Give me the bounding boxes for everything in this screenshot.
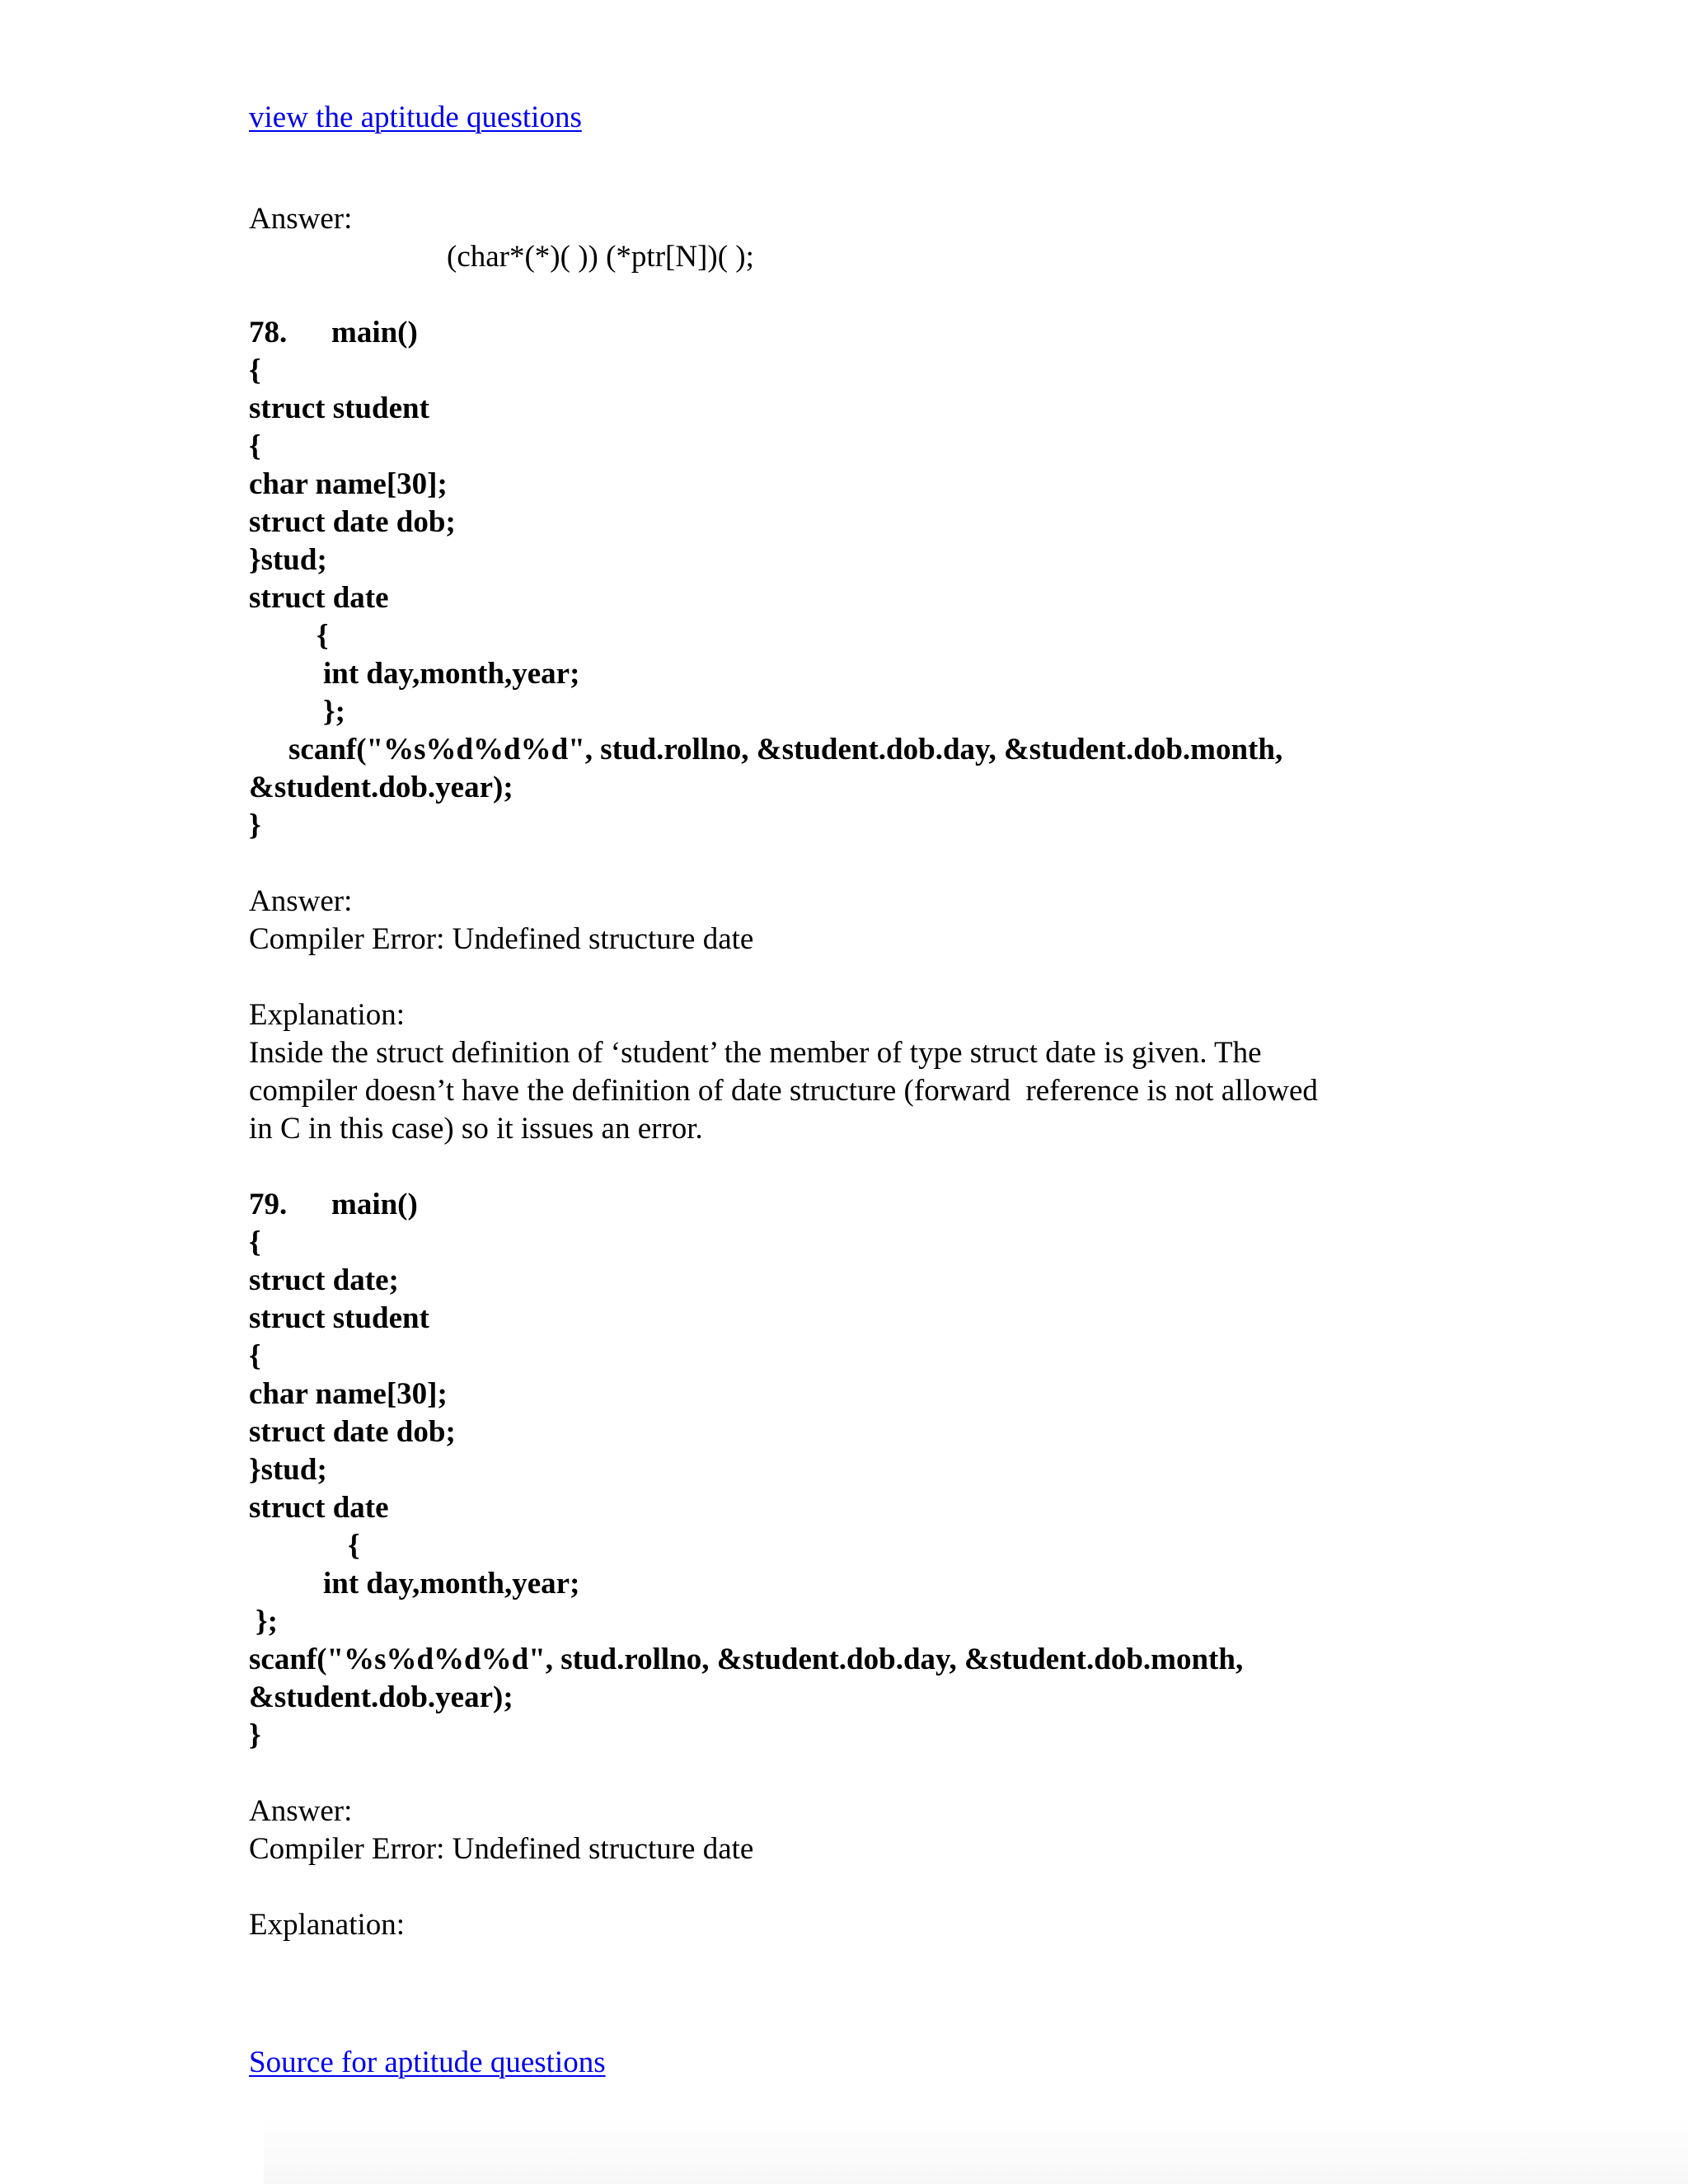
question-79-explanation-label: Explanation: <box>249 1908 406 1942</box>
code-line: struct student <box>249 391 429 425</box>
view-aptitude-questions-link[interactable]: view the aptitude questions <box>249 101 582 134</box>
code-line: main() <box>331 1188 418 1221</box>
code-line: } <box>249 1718 261 1752</box>
source-aptitude-questions-link[interactable]: Source for aptitude questions <box>249 2046 606 2079</box>
question-78-explanation-label: Explanation: <box>249 998 406 1032</box>
code-line: struct date dob; <box>249 505 456 539</box>
question-78-answer-text: Compiler Error: Undefined structure date <box>249 922 754 956</box>
question-78-explanation-line: Inside the struct definition of ‘student’ the member of type struct date is given. The <box>249 1036 1262 1070</box>
code-line: { <box>249 1339 261 1373</box>
code-line: char name[30]; <box>249 467 448 501</box>
code-line: scanf("%s%d%d%d", stud.rollno, &student.dob.day, &student.dob.month, <box>249 1643 1244 1676</box>
code-line: struct date; <box>249 1263 399 1297</box>
question-79-answer-text: Compiler Error: Undefined structure date <box>249 1832 754 1866</box>
code-line: { <box>249 354 261 387</box>
code-line: } <box>249 808 261 842</box>
code-line: main() <box>331 316 418 349</box>
code-line: &student.dob.year); <box>249 771 513 804</box>
code-line: { <box>249 1226 261 1259</box>
code-line: { <box>249 429 261 463</box>
question-79-answer-label: Answer: <box>249 1794 353 1828</box>
question-78-explanation-line: in C in this case) so it issues an error. <box>249 1112 703 1146</box>
question-78-explanation-line: compiler doesn’t have the definition of date structure (forward reference is not allowed <box>249 1074 1318 1108</box>
code-line: }stud; <box>249 1453 327 1487</box>
code-line: scanf("%s%d%d%d", stud.rollno, &student.dob.day, &student.dob.month, <box>288 733 1283 766</box>
question-78-number: 78. <box>249 316 288 349</box>
intro-answer-value: (char*(*)( )) (*ptr[N])( ); <box>447 240 754 274</box>
code-line: struct date <box>249 581 389 615</box>
code-line: struct date dob; <box>249 1415 456 1449</box>
code-line: { <box>316 619 329 653</box>
page-bottom-shade <box>264 2118 1688 2184</box>
code-line: struct student <box>249 1301 429 1335</box>
code-line: }; <box>256 1605 278 1638</box>
code-line: char name[30]; <box>249 1377 448 1411</box>
question-78-answer-label: Answer: <box>249 884 353 918</box>
code-line: int day,month,year; <box>323 1567 580 1601</box>
code-line: int day,month,year; <box>323 657 580 691</box>
code-line: &student.dob.year); <box>249 1680 513 1714</box>
code-line: struct date <box>249 1491 389 1525</box>
intro-answer-label: Answer: <box>249 202 353 236</box>
code-line: { <box>348 1529 360 1563</box>
code-line: }; <box>323 695 345 729</box>
code-line: }stud; <box>249 543 327 577</box>
question-79-number: 79. <box>249 1188 288 1221</box>
